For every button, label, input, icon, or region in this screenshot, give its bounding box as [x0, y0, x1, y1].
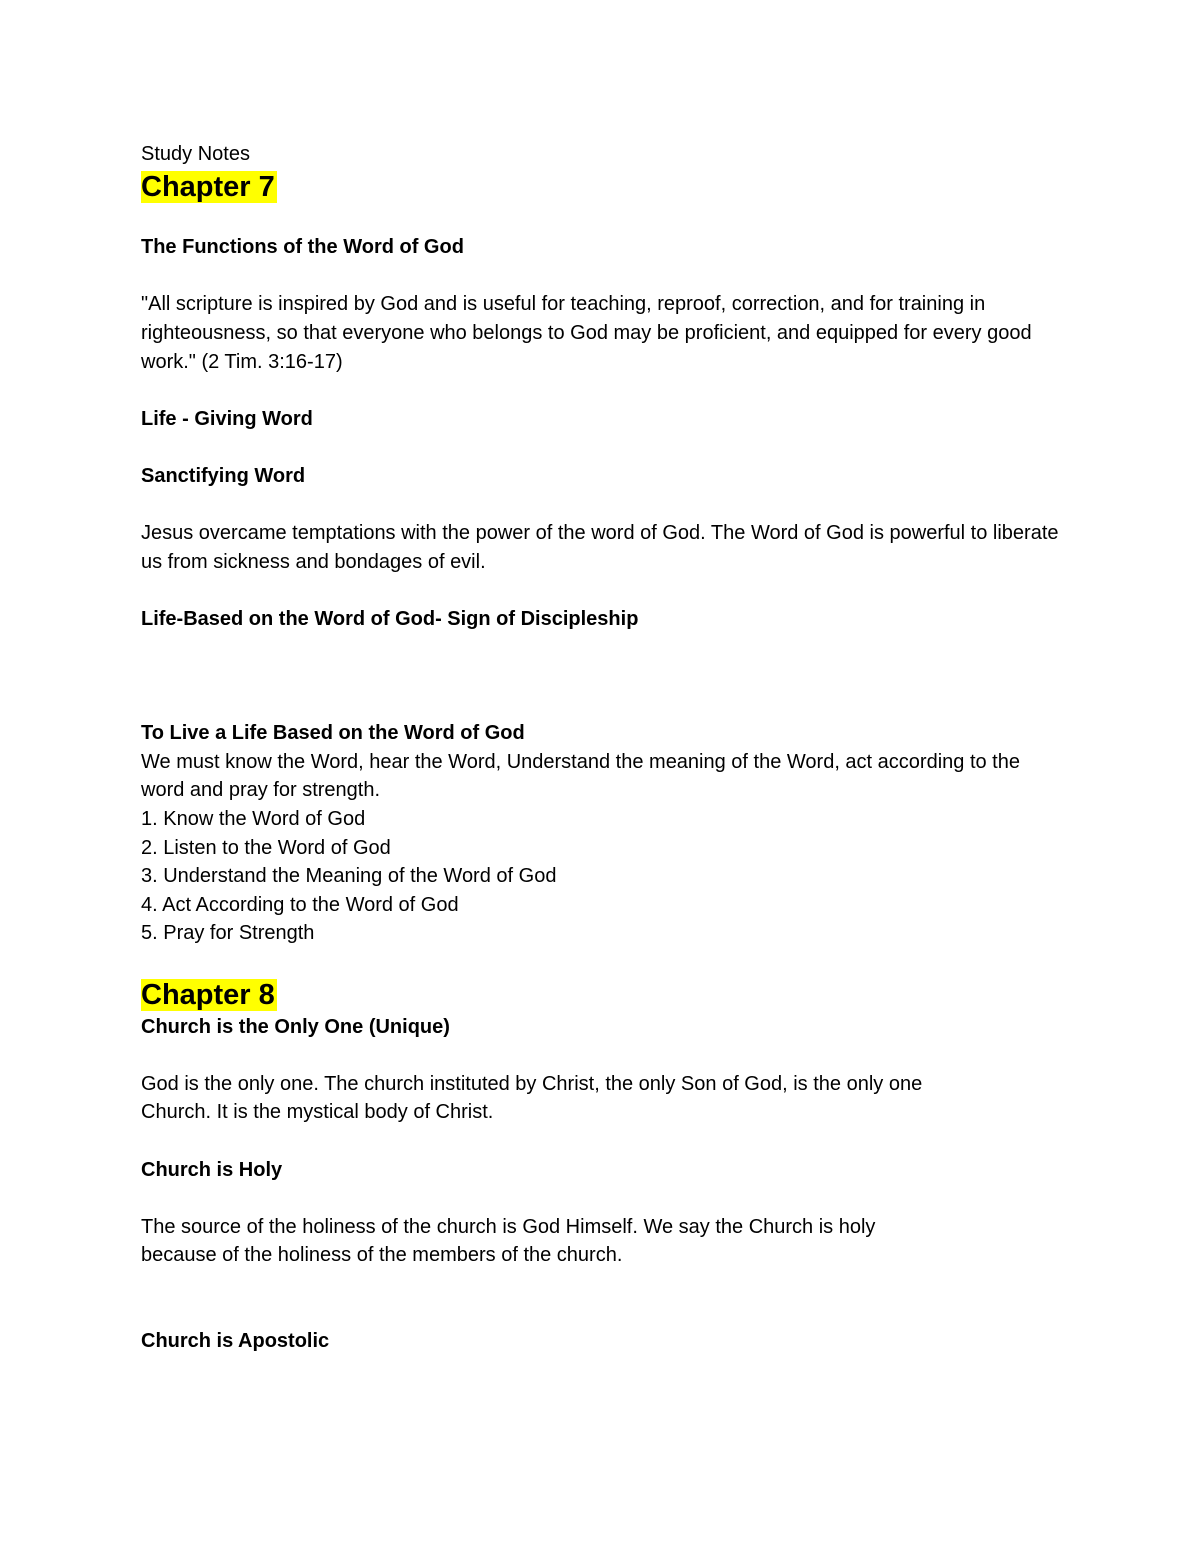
list-item: 5. Pray for Strength: [141, 922, 315, 945]
discipleship-heading: Life-Based on the Word of God- Sign of Discipleship: [141, 607, 639, 630]
life-giving-heading: Life - Giving Word: [141, 407, 313, 430]
list-item: 4. Act According to the Word of God: [141, 893, 459, 916]
functions-heading: The Functions of the Word of God: [141, 236, 464, 259]
sanctifying-heading: Sanctifying Word: [141, 464, 306, 487]
chapter-7-highlight: Chapter 7: [141, 170, 275, 203]
document-page: [141, 140, 1071, 1356]
holy-heading: Church is Holy: [141, 1158, 283, 1181]
scripture-quote: "All scripture is inspired by God and is useful for teaching, reproof, correction, and for training in righteousness, so that everyone who belongs to God may be proficient, and equipped for every good work." (2 Tim. 3:16-17): [141, 293, 1032, 373]
live-life-heading: To Live a Life Based on the Word of God: [141, 722, 525, 745]
list-item: 1. Know the Word of God: [141, 808, 366, 831]
study-notes-label: Study Notes: [141, 143, 250, 165]
sanctifying-text: Jesus overcame temptations with the power of the word of God. The Word of God is powerful to liberate us from sickness and bondages of evil.: [141, 522, 1059, 573]
unique-heading: Church is the Only One (Unique): [141, 1015, 450, 1038]
chapter-8-highlight: Chapter 8: [141, 978, 275, 1011]
live-life-text: We must know the Word, hear the Word, Understand the meaning of the Word, act according to the word and pray for strength.: [141, 750, 1020, 802]
apostolic-heading: Church is Apostolic: [141, 1330, 330, 1353]
list-item: 3. Understand the Meaning of the Word of God: [141, 865, 557, 888]
chapter-8-title: [141, 977, 1071, 1013]
chapter-7-title: [141, 169, 1071, 205]
steps-list: [141, 805, 1071, 948]
holy-text: The source of the holiness of the church is God Himself. We say the Church is holy because of the holiness of the members of the church.: [141, 1215, 876, 1267]
list-item: 2. Listen to the Word of God: [141, 836, 391, 859]
unique-text: God is the only one. The church instituted by Christ, the only Son of God, is the only one Church. It is the mystical body of Christ.: [141, 1072, 923, 1124]
